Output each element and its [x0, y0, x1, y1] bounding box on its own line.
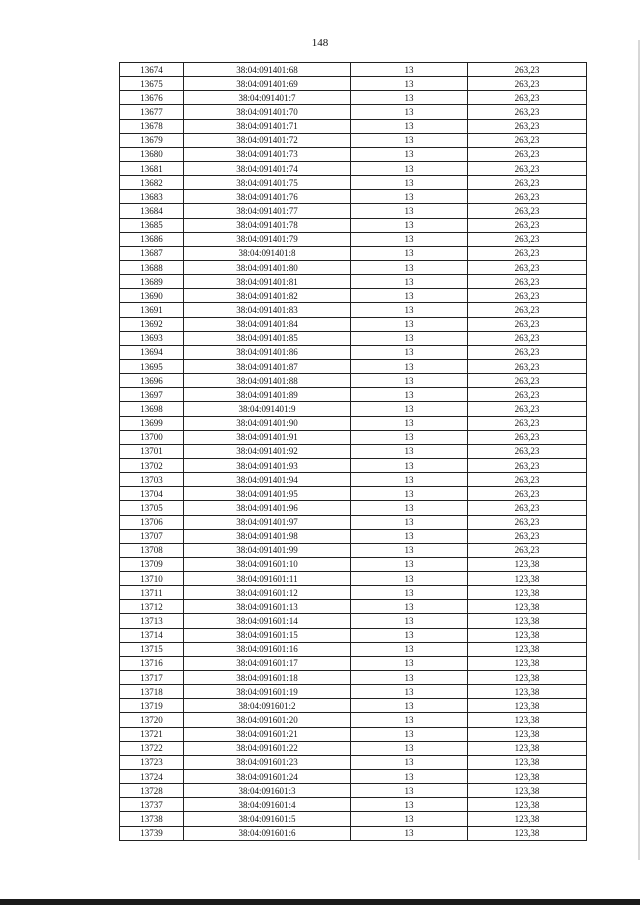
code-cell: 13: [351, 755, 468, 769]
value-cell: 263,23: [468, 444, 587, 458]
row-number-cell: 13700: [120, 430, 184, 444]
code-cell: 13: [351, 190, 468, 204]
row-number-cell: 13687: [120, 246, 184, 260]
code-cell: 13: [351, 275, 468, 289]
cadastral-number-cell: 38:04:091401:85: [184, 331, 351, 345]
code-cell: 13: [351, 317, 468, 331]
table-row: [120, 331, 587, 345]
cadastral-number-cell: 38:04:091401:93: [184, 458, 351, 472]
code-cell: 13: [351, 345, 468, 359]
value-cell: 263,23: [468, 232, 587, 246]
table-row: [120, 784, 587, 798]
code-cell: 13: [351, 614, 468, 628]
table-row: [120, 586, 587, 600]
table-row: [120, 275, 587, 289]
cadastral-number-cell: 38:04:091601:20: [184, 713, 351, 727]
value-cell: 263,23: [468, 543, 587, 557]
row-number-cell: 13718: [120, 685, 184, 699]
value-cell: 123,38: [468, 713, 587, 727]
value-cell: 123,38: [468, 685, 587, 699]
row-number-cell: 13697: [120, 388, 184, 402]
cadastral-number-cell: 38:04:091401:95: [184, 487, 351, 501]
value-cell: 263,23: [468, 63, 587, 77]
code-cell: 13: [351, 812, 468, 826]
cadastral-number-cell: 38:04:091401:7: [184, 91, 351, 105]
value-cell: 123,38: [468, 798, 587, 812]
table-row: [120, 133, 587, 147]
cadastral-number-cell: 38:04:091401:86: [184, 345, 351, 359]
row-number-cell: 13685: [120, 218, 184, 232]
table-row: [120, 402, 587, 416]
table-row: [120, 176, 587, 190]
table-row: [120, 105, 587, 119]
row-number-cell: 13698: [120, 402, 184, 416]
cadastral-number-cell: 38:04:091401:70: [184, 105, 351, 119]
row-number-cell: 13707: [120, 529, 184, 543]
code-cell: 13: [351, 586, 468, 600]
table-row: [120, 190, 587, 204]
code-cell: 13: [351, 289, 468, 303]
row-number-cell: 13739: [120, 826, 184, 840]
row-number-cell: 13688: [120, 260, 184, 274]
code-cell: 13: [351, 628, 468, 642]
value-cell: 263,23: [468, 359, 587, 373]
row-number-cell: 13678: [120, 119, 184, 133]
code-cell: 13: [351, 727, 468, 741]
row-number-cell: 13706: [120, 515, 184, 529]
cadastral-number-cell: 38:04:091401:74: [184, 161, 351, 175]
row-number-cell: 13674: [120, 63, 184, 77]
table-row: [120, 232, 587, 246]
table-row: [120, 317, 587, 331]
code-cell: 13: [351, 826, 468, 840]
value-cell: 263,23: [468, 133, 587, 147]
table-row: [120, 246, 587, 260]
table-row: [120, 63, 587, 77]
cadastral-number-cell: 38:04:091401:68: [184, 63, 351, 77]
value-cell: 263,23: [468, 416, 587, 430]
table-row: [120, 685, 587, 699]
code-cell: 13: [351, 713, 468, 727]
code-cell: 13: [351, 699, 468, 713]
cadastral-number-cell: 38:04:091401:97: [184, 515, 351, 529]
code-cell: 13: [351, 402, 468, 416]
value-cell: 263,23: [468, 260, 587, 274]
row-number-cell: 13728: [120, 784, 184, 798]
row-number-cell: 13699: [120, 416, 184, 430]
row-number-cell: 13723: [120, 755, 184, 769]
code-cell: 13: [351, 204, 468, 218]
row-number-cell: 13680: [120, 147, 184, 161]
table-row: [120, 798, 587, 812]
table-row: [120, 671, 587, 685]
value-cell: 123,38: [468, 586, 587, 600]
value-cell: 263,23: [468, 77, 587, 91]
row-number-cell: 13677: [120, 105, 184, 119]
row-number-cell: 13702: [120, 458, 184, 472]
code-cell: 13: [351, 572, 468, 586]
row-number-cell: 13690: [120, 289, 184, 303]
cadastral-number-cell: 38:04:091601:14: [184, 614, 351, 628]
table-row: [120, 444, 587, 458]
code-cell: 13: [351, 232, 468, 246]
code-cell: 13: [351, 91, 468, 105]
table-row: [120, 91, 587, 105]
table-row: [120, 543, 587, 557]
table-row: [120, 557, 587, 571]
cadastral-number-cell: 38:04:091401:94: [184, 473, 351, 487]
code-cell: 13: [351, 656, 468, 670]
value-cell: 263,23: [468, 402, 587, 416]
code-cell: 13: [351, 473, 468, 487]
row-number-cell: 13682: [120, 176, 184, 190]
table-row: [120, 600, 587, 614]
value-cell: 263,23: [468, 161, 587, 175]
row-number-cell: 13720: [120, 713, 184, 727]
value-cell: 123,38: [468, 614, 587, 628]
cadastral-number-cell: 38:04:091401:77: [184, 204, 351, 218]
value-cell: 263,23: [468, 529, 587, 543]
cadastral-number-cell: 38:04:091401:84: [184, 317, 351, 331]
value-cell: 123,38: [468, 557, 587, 571]
cadastral-number-cell: 38:04:091401:98: [184, 529, 351, 543]
code-cell: 13: [351, 600, 468, 614]
table-row: [120, 430, 587, 444]
row-number-cell: 13717: [120, 671, 184, 685]
row-number-cell: 13676: [120, 91, 184, 105]
cadastral-number-cell: 38:04:091401:71: [184, 119, 351, 133]
row-number-cell: 13693: [120, 331, 184, 345]
cadastral-number-cell: 38:04:091601:12: [184, 586, 351, 600]
cadastral-number-cell: 38:04:091601:21: [184, 727, 351, 741]
row-number-cell: 13737: [120, 798, 184, 812]
code-cell: 13: [351, 685, 468, 699]
row-number-cell: 13715: [120, 642, 184, 656]
table-row: [120, 147, 587, 161]
row-number-cell: 13716: [120, 656, 184, 670]
value-cell: 123,38: [468, 727, 587, 741]
row-number-cell: 13713: [120, 614, 184, 628]
cadastral-number-cell: 38:04:091601:5: [184, 812, 351, 826]
table-row: [120, 303, 587, 317]
value-cell: 263,23: [468, 515, 587, 529]
row-number-cell: 13695: [120, 359, 184, 373]
row-number-cell: 13708: [120, 543, 184, 557]
table-row: [120, 204, 587, 218]
cadastral-number-cell: 38:04:091401:69: [184, 77, 351, 91]
cadastral-number-cell: 38:04:091401:96: [184, 501, 351, 515]
value-cell: 263,23: [468, 388, 587, 402]
value-cell: 123,38: [468, 642, 587, 656]
value-cell: 123,38: [468, 656, 587, 670]
value-cell: 263,23: [468, 147, 587, 161]
row-number-cell: 13712: [120, 600, 184, 614]
row-number-cell: 13709: [120, 557, 184, 571]
cadastral-number-cell: 38:04:091601:3: [184, 784, 351, 798]
cadastral-number-cell: 38:04:091401:89: [184, 388, 351, 402]
table-row: [120, 388, 587, 402]
cadastral-number-cell: 38:04:091401:83: [184, 303, 351, 317]
value-cell: 123,38: [468, 770, 587, 784]
table-row: [120, 359, 587, 373]
cadastral-number-cell: 38:04:091401:75: [184, 176, 351, 190]
code-cell: 13: [351, 501, 468, 515]
table-row: [120, 826, 587, 840]
code-cell: 13: [351, 529, 468, 543]
cadastral-number-cell: 38:04:091601:10: [184, 557, 351, 571]
table-row: [120, 572, 587, 586]
row-number-cell: 13710: [120, 572, 184, 586]
value-cell: 123,38: [468, 628, 587, 642]
value-cell: 263,23: [468, 176, 587, 190]
value-cell: 263,23: [468, 119, 587, 133]
value-cell: 263,23: [468, 218, 587, 232]
page-number: 148: [311, 37, 329, 49]
table-row: [120, 699, 587, 713]
code-cell: 13: [351, 374, 468, 388]
cadastral-number-cell: 38:04:091601:23: [184, 755, 351, 769]
cadastral-number-cell: 38:04:091601:2: [184, 699, 351, 713]
value-cell: 263,23: [468, 303, 587, 317]
cadastral-number-cell: 38:04:091601:15: [184, 628, 351, 642]
row-number-cell: 13714: [120, 628, 184, 642]
row-number-cell: 13692: [120, 317, 184, 331]
cadastral-number-cell: 38:04:091601:18: [184, 671, 351, 685]
value-cell: 123,38: [468, 600, 587, 614]
scan-bottom-bar: [0, 899, 640, 905]
code-cell: 13: [351, 303, 468, 317]
code-cell: 13: [351, 133, 468, 147]
value-cell: 123,38: [468, 812, 587, 826]
row-number-cell: 13681: [120, 161, 184, 175]
value-cell: 263,23: [468, 430, 587, 444]
code-cell: 13: [351, 176, 468, 190]
table-row: [120, 529, 587, 543]
table-row: [120, 812, 587, 826]
table-row: [120, 741, 587, 755]
table-row: [120, 656, 587, 670]
value-cell: 263,23: [468, 345, 587, 359]
cadastral-number-cell: 38:04:091401:79: [184, 232, 351, 246]
value-cell: 263,23: [468, 317, 587, 331]
code-cell: 13: [351, 515, 468, 529]
value-cell: 263,23: [468, 458, 587, 472]
code-cell: 13: [351, 331, 468, 345]
table-row: [120, 473, 587, 487]
code-cell: 13: [351, 119, 468, 133]
code-cell: 13: [351, 359, 468, 373]
row-number-cell: 13719: [120, 699, 184, 713]
code-cell: 13: [351, 458, 468, 472]
value-cell: 263,23: [468, 487, 587, 501]
cadastral-number-cell: 38:04:091601:17: [184, 656, 351, 670]
table-row: [120, 727, 587, 741]
cadastral-number-cell: 38:04:091601:19: [184, 685, 351, 699]
row-number-cell: 13722: [120, 741, 184, 755]
cadastral-number-cell: 38:04:091401:72: [184, 133, 351, 147]
table-row: [120, 642, 587, 656]
row-number-cell: 13679: [120, 133, 184, 147]
table-row: [120, 161, 587, 175]
code-cell: 13: [351, 784, 468, 798]
cadastral-number-cell: 38:04:091401:8: [184, 246, 351, 260]
row-number-cell: 13724: [120, 770, 184, 784]
code-cell: 13: [351, 161, 468, 175]
cadastral-number-cell: 38:04:091401:92: [184, 444, 351, 458]
cadastral-number-cell: 38:04:091401:99: [184, 543, 351, 557]
value-cell: 263,23: [468, 204, 587, 218]
value-cell: 263,23: [468, 190, 587, 204]
value-cell: 123,38: [468, 741, 587, 755]
cadastral-number-cell: 38:04:091401:87: [184, 359, 351, 373]
code-cell: 13: [351, 798, 468, 812]
table-row: [120, 119, 587, 133]
table-row: [120, 289, 587, 303]
code-cell: 13: [351, 642, 468, 656]
table-row: [120, 614, 587, 628]
code-cell: 13: [351, 430, 468, 444]
row-number-cell: 13675: [120, 77, 184, 91]
table-row: [120, 713, 587, 727]
cadastral-number-cell: 38:04:091401:73: [184, 147, 351, 161]
table-row: [120, 374, 587, 388]
value-cell: 123,38: [468, 699, 587, 713]
value-cell: 123,38: [468, 755, 587, 769]
row-number-cell: 13711: [120, 586, 184, 600]
table-row: [120, 770, 587, 784]
row-number-cell: 13721: [120, 727, 184, 741]
cadastral-number-cell: 38:04:091601:16: [184, 642, 351, 656]
cadastral-number-cell: 38:04:091401:90: [184, 416, 351, 430]
code-cell: 13: [351, 105, 468, 119]
registry-table-body: [120, 63, 587, 841]
row-number-cell: 13686: [120, 232, 184, 246]
value-cell: 123,38: [468, 572, 587, 586]
cadastral-number-cell: 38:04:091601:6: [184, 826, 351, 840]
code-cell: 13: [351, 557, 468, 571]
row-number-cell: 13684: [120, 204, 184, 218]
row-number-cell: 13683: [120, 190, 184, 204]
value-cell: 123,38: [468, 826, 587, 840]
code-cell: 13: [351, 63, 468, 77]
cadastral-number-cell: 38:04:091601:11: [184, 572, 351, 586]
row-number-cell: 13704: [120, 487, 184, 501]
code-cell: 13: [351, 416, 468, 430]
row-number-cell: 13738: [120, 812, 184, 826]
cadastral-number-cell: 38:04:091401:9: [184, 402, 351, 416]
value-cell: 263,23: [468, 91, 587, 105]
table-row: [120, 487, 587, 501]
row-number-cell: 13694: [120, 345, 184, 359]
table-row: [120, 218, 587, 232]
code-cell: 13: [351, 260, 468, 274]
code-cell: 13: [351, 147, 468, 161]
value-cell: 263,23: [468, 501, 587, 515]
code-cell: 13: [351, 487, 468, 501]
row-number-cell: 13691: [120, 303, 184, 317]
registry-table: [119, 62, 587, 841]
table-row: [120, 345, 587, 359]
code-cell: 13: [351, 246, 468, 260]
code-cell: 13: [351, 444, 468, 458]
cadastral-number-cell: 38:04:091401:88: [184, 374, 351, 388]
code-cell: 13: [351, 77, 468, 91]
code-cell: 13: [351, 388, 468, 402]
row-number-cell: 13689: [120, 275, 184, 289]
table-row: [120, 458, 587, 472]
cadastral-number-cell: 38:04:091601:4: [184, 798, 351, 812]
cadastral-number-cell: 38:04:091401:91: [184, 430, 351, 444]
value-cell: 263,23: [468, 105, 587, 119]
table-row: [120, 77, 587, 91]
cadastral-number-cell: 38:04:091401:78: [184, 218, 351, 232]
table-row: [120, 755, 587, 769]
row-number-cell: 13705: [120, 501, 184, 515]
table-row: [120, 628, 587, 642]
value-cell: 123,38: [468, 784, 587, 798]
code-cell: 13: [351, 218, 468, 232]
table-row: [120, 260, 587, 274]
value-cell: 263,23: [468, 374, 587, 388]
value-cell: 263,23: [468, 473, 587, 487]
value-cell: 123,38: [468, 671, 587, 685]
row-number-cell: 13701: [120, 444, 184, 458]
row-number-cell: 13696: [120, 374, 184, 388]
code-cell: 13: [351, 671, 468, 685]
value-cell: 263,23: [468, 275, 587, 289]
table-row: [120, 416, 587, 430]
cadastral-number-cell: 38:04:091401:81: [184, 275, 351, 289]
code-cell: 13: [351, 770, 468, 784]
code-cell: 13: [351, 741, 468, 755]
cadastral-number-cell: 38:04:091401:80: [184, 260, 351, 274]
cadastral-number-cell: 38:04:091601:13: [184, 600, 351, 614]
table-row: [120, 515, 587, 529]
row-number-cell: 13703: [120, 473, 184, 487]
value-cell: 263,23: [468, 246, 587, 260]
cadastral-number-cell: 38:04:091401:76: [184, 190, 351, 204]
cadastral-number-cell: 38:04:091601:22: [184, 741, 351, 755]
table-row: [120, 501, 587, 515]
value-cell: 263,23: [468, 289, 587, 303]
cadastral-number-cell: 38:04:091601:24: [184, 770, 351, 784]
value-cell: 263,23: [468, 331, 587, 345]
cadastral-number-cell: 38:04:091401:82: [184, 289, 351, 303]
code-cell: 13: [351, 543, 468, 557]
